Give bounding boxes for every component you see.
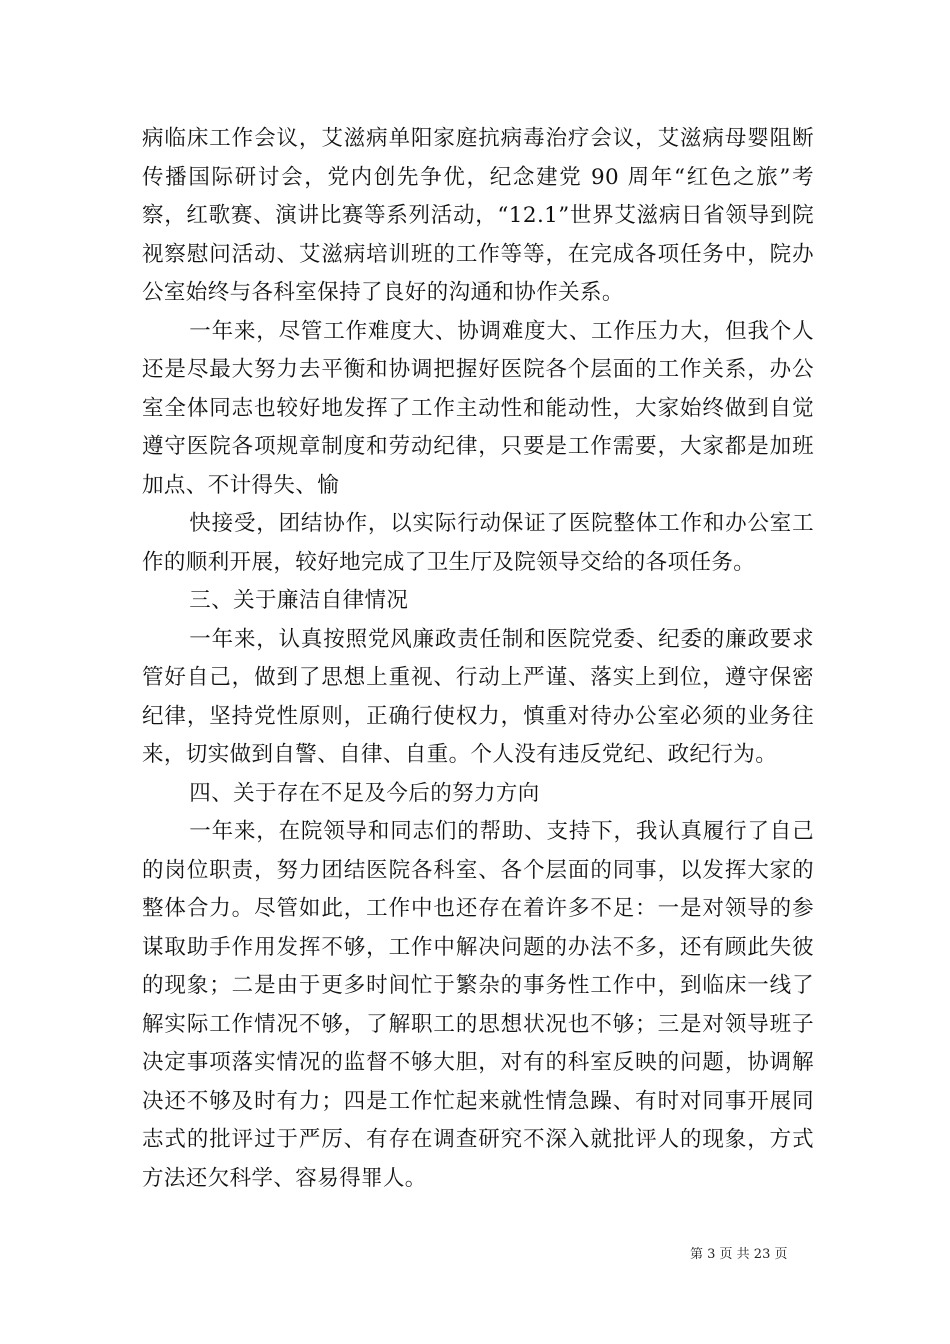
paragraph-integrity: 一年来，认真按照党风廉政责任制和医院党委、纪委的廉政要求管好自己，做到了思想上重视、行动上严谨、落实上到位，遵守保密纪律，坚持党性原则，正确行使权力，慎重对待办公室必须的业务往来，切实做到自警、自律、自重。个人没有违反党纪、政纪行为。 — [142, 626, 814, 767]
document-body — [142, 120, 814, 1198]
paragraph-shortcomings: 一年来，在院领导和同志们的帮助、支持下，我认真履行了自己的岗位职责，努力团结医院各科室、各个层面的同事，以发挥大家的整体合力。尽管如此，工作中也还存在着许多不足：一是对领导的参谋取助手作用发挥不够，工作中解决问题的办法不多，还有顾此失彼的现象；二是由于更多时间忙于繁杂的事务性工作中，到临床一线了解实际工作情况不够，了解职工的思想状况也不够；三是对领导班子决定事项落实情况的监督不够大胆，对有的科室反映的问题，协调解决还不够及时有力；四是工作忙起来就性情急躁、有时对同事开展同志式的批评过于严厉、有存在调查研究不深入就批评人的现象，方式方法还欠科学、容易得罪人。 — [142, 819, 814, 1191]
section-heading-shortcomings: 四、关于存在不足及今后的努力方向 — [189, 780, 540, 806]
paragraph-continuation: 病临床工作会议，艾滋病单阳家庭抗病毒治疗会议，艾滋病母婴阻断传播国际研讨会，党内创先争优，纪念建党 90 周年“红色之旅”考察，红歌赛、演讲比赛等系列活动，“12.1”世界艾滋病日省领导到院视察慰问活动、艾滋病培训班的工作等等，在完成各项任务中，院办公室始终与各科室保持了良好的沟通和协作关系。 — [142, 126, 814, 305]
paragraph-work-relations: 一年来，尽管工作难度大、协调难度大、工作压力大，但我个人还是尽最大努力去平衡和协调把握好医院各个层面的工作关系，办公室全体同志也较好地发挥了工作主动性和能动性，大家始终做到自觉遵守医院各项规章制度和劳动纪律，只要是工作需要，大家都是加班加点、不计得失、愉 — [142, 318, 814, 498]
section-heading-integrity: 三、关于廉洁自律情况 — [189, 588, 409, 613]
page-number-footer: 第 3 页 共 23 页 — [690, 1247, 788, 1262]
paragraph-cooperation: 快接受，团结协作，以实际行动保证了医院整体工作和办公室工作的顺利开展，较好地完成了卫生厅及院领导交给的各项任务。 — [142, 511, 814, 575]
